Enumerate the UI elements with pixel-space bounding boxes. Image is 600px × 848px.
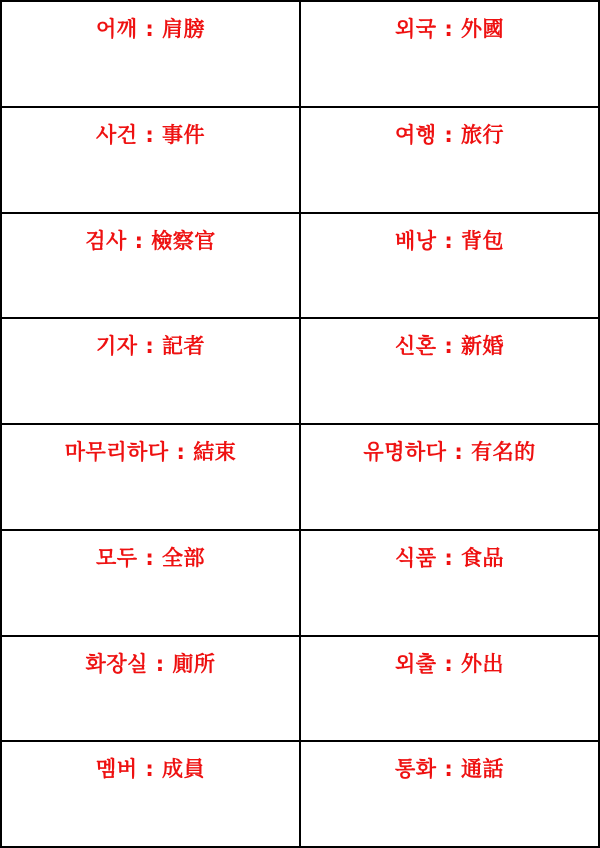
flashcard-cell: [2, 531, 299, 635]
flashcard-text: 사건 : 事件: [95, 122, 206, 147]
flashcard-text: 마무리하다 : 結束: [64, 440, 237, 464]
flashcard-text: 외국 : 外國: [394, 17, 505, 41]
flashcard-text: 멤버 : 成員: [95, 757, 206, 782]
flashcard-cell: [2, 108, 299, 212]
flashcard-cell: [2, 214, 299, 318]
flashcard-cell: [2, 425, 299, 529]
flashcard-cell: [2, 637, 299, 741]
flashcard-text: 식품 : 食品: [394, 545, 505, 570]
flashcard-cell: [301, 2, 598, 106]
flashcard-cell: [301, 108, 598, 212]
flashcard-text: 어깨 : 肩膀: [95, 17, 206, 41]
flashcard-text: 검사 : 檢察官: [85, 228, 216, 253]
flashcard-cell: [2, 319, 299, 423]
flashcard-text: 화장실 : 廁所: [85, 651, 216, 676]
flashcard-text: 신혼 : 新婚: [394, 334, 505, 359]
flashcard-text: 여행 : 旅行: [394, 122, 505, 147]
flashcard-text: 유명하다 : 有名的: [363, 440, 536, 464]
flashcard-text: 모두 : 全部: [95, 545, 206, 570]
flashcard-cell: [301, 742, 598, 846]
flashcard-cell: [301, 214, 598, 318]
flashcard-text: 기자 : 記者: [95, 334, 206, 359]
flashcard-cell: [301, 319, 598, 423]
flashcard-cell: [301, 531, 598, 635]
flashcard-text: 배낭 : 背包: [394, 228, 505, 253]
flashcard-cell: [2, 742, 299, 846]
flashcard-text: 외출 : 外出: [394, 651, 505, 676]
flashcard-text: 통화 : 通話: [394, 757, 505, 782]
flashcard-cell: [301, 637, 598, 741]
flashcard-cell: [301, 425, 598, 529]
flashcard-cell: [2, 2, 299, 106]
